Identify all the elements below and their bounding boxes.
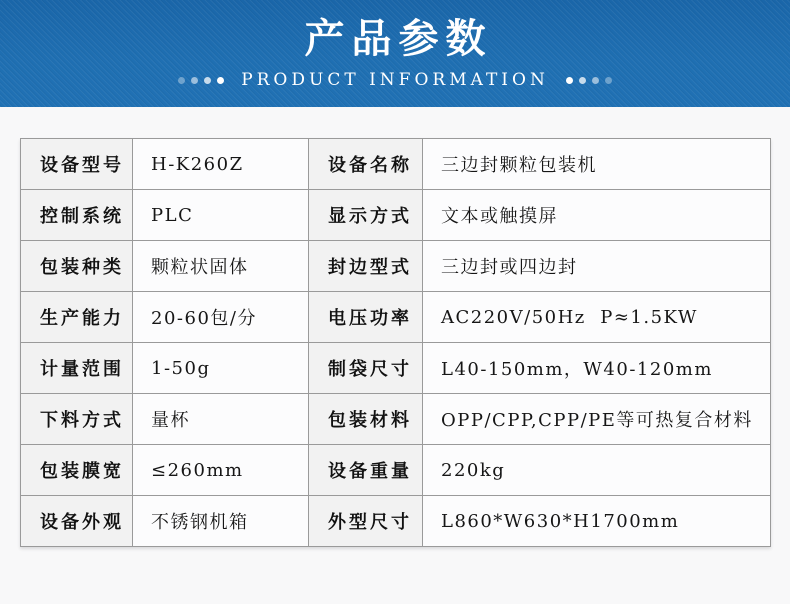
spec-label: 电压功率 bbox=[309, 292, 423, 343]
table-row bbox=[21, 394, 771, 445]
spec-label: 设备外观 bbox=[21, 496, 133, 547]
spec-value: 1-50g bbox=[133, 343, 309, 394]
spec-value: 220kg bbox=[423, 445, 771, 496]
table-row bbox=[21, 343, 771, 394]
dot-icon bbox=[191, 77, 198, 84]
page-title: 产品参数 bbox=[304, 15, 493, 62]
spec-label: 计量范围 bbox=[21, 343, 133, 394]
dot-icon bbox=[204, 77, 211, 84]
table-row bbox=[21, 292, 771, 343]
spec-value: H-K260Z bbox=[133, 139, 309, 190]
spec-label: 包装材料 bbox=[309, 394, 423, 445]
spec-label: 下料方式 bbox=[21, 394, 133, 445]
spec-value: 颗粒状固体 bbox=[133, 241, 309, 292]
spec-value: PLC bbox=[133, 190, 309, 241]
page-subtitle: PRODUCT INFORMATION bbox=[241, 70, 549, 90]
table-row bbox=[21, 241, 771, 292]
dot-icon bbox=[605, 77, 612, 84]
spec-value: AC220V/50Hz P≈1.5KW bbox=[423, 292, 771, 343]
spec-value: 20-60包/分 bbox=[133, 292, 309, 343]
spec-label: 外型尺寸 bbox=[309, 496, 423, 547]
table-row bbox=[21, 190, 771, 241]
spec-label: 包装膜宽 bbox=[21, 445, 133, 496]
spec-value: 文本或触摸屏 bbox=[423, 190, 771, 241]
spec-label: 制袋尺寸 bbox=[309, 343, 423, 394]
subtitle-row bbox=[175, 70, 615, 90]
spec-value: ≤260mm bbox=[133, 445, 309, 496]
dot-icon bbox=[592, 77, 599, 84]
right-dots bbox=[563, 77, 615, 84]
dot-icon bbox=[579, 77, 586, 84]
spec-table bbox=[20, 138, 771, 547]
dot-icon bbox=[217, 77, 224, 84]
table-row bbox=[21, 139, 771, 190]
spec-label: 控制系统 bbox=[21, 190, 133, 241]
spec-value: OPP/CPP,CPP/PE等可热复合材料 bbox=[423, 394, 771, 445]
spec-table-wrap bbox=[20, 138, 770, 547]
spec-value: 三边封或四边封 bbox=[423, 241, 771, 292]
spec-label: 设备型号 bbox=[21, 139, 133, 190]
spec-label: 设备名称 bbox=[309, 139, 423, 190]
dot-icon bbox=[178, 77, 185, 84]
spec-value: 不锈钢机箱 bbox=[133, 496, 309, 547]
table-row bbox=[21, 496, 771, 547]
spec-value: L40-150mm，W40-120mm bbox=[423, 343, 771, 394]
table-row bbox=[21, 445, 771, 496]
spec-label: 设备重量 bbox=[309, 445, 423, 496]
spec-label: 显示方式 bbox=[309, 190, 423, 241]
spec-label: 封边型式 bbox=[309, 241, 423, 292]
spec-value: 量杯 bbox=[133, 394, 309, 445]
left-dots bbox=[175, 77, 227, 84]
spec-label: 生产能力 bbox=[21, 292, 133, 343]
spec-value: L860*W630*H1700mm bbox=[423, 496, 771, 547]
spec-label: 包装种类 bbox=[21, 241, 133, 292]
dot-icon bbox=[566, 77, 573, 84]
header-banner bbox=[0, 0, 790, 107]
spec-value: 三边封颗粒包装机 bbox=[423, 139, 771, 190]
